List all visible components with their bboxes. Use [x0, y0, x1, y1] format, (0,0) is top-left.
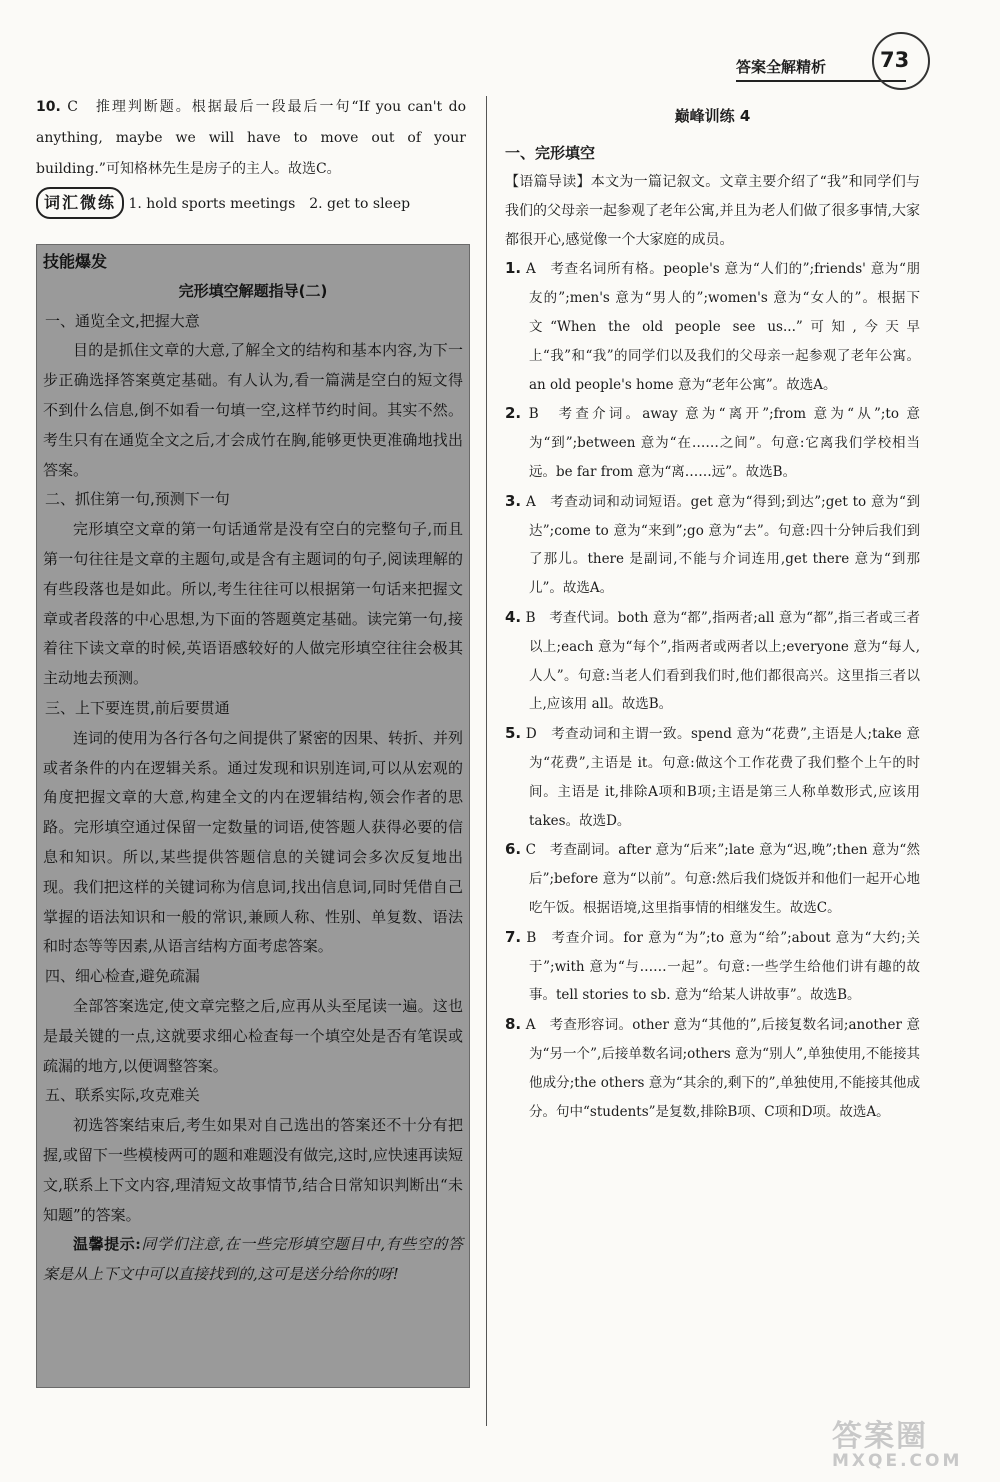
answer-number: 7. — [505, 927, 522, 946]
tip — [43, 1230, 463, 1290]
answer-item — [505, 487, 920, 603]
page-number: 73 — [880, 48, 910, 72]
guide-text: 本文为一篇记叙文。文章主要介绍了“我”和同学们与我们的父母亲一起参观了老年公寓,并且为老人们做了很多事情,大家都很开心,感觉像一个大家庭的成员。 — [505, 174, 920, 248]
answer-item — [505, 719, 920, 835]
section-body: 连词的使用为各行各句之间提供了紧密的因果、转折、并列或者条件的内在逻辑关系。通过发现和识别连词,可以从宏观的角度把握文章的大意,构建全文的内在逻辑结构,领会作者的思路。完形填空通过保留一定数量的词语,使答题人获得必要的信息和知识。所以,某些提供答题信息的关键词会多次反复地出现。我们把这样的关键词称为信息词,找出信息词,同时凭借自己掌握的语法知识和一般的常识,兼顾人称、性别、单复数、语法和时态等等因素,从语言结构方面考虑答案。 — [43, 728, 464, 956]
header-label: 答案全解精析 — [736, 58, 827, 76]
box-heading: 技能爆发 — [43, 252, 108, 271]
answer-number: 1. — [505, 259, 522, 278]
answer-number: 2. — [505, 404, 522, 423]
left-column — [36, 92, 466, 219]
right-column — [505, 96, 920, 1126]
page-header — [0, 0, 1000, 90]
answer-text: B 考查代词。both 意为“都”,指两者;all 意为“都”,指三者或三者以上;each 意为“每个”,指两者或两者以上;everyone 意为“每人,人人”。句意:当老人们看到我们时,他们都很高兴。这里指三者以上,应该用 all。故选B。 — [525, 609, 920, 713]
column-divider — [486, 96, 487, 1426]
answer-item — [505, 603, 920, 719]
site-watermark — [832, 1419, 982, 1472]
skills-box — [36, 244, 470, 1388]
answer-item — [505, 399, 920, 486]
section-body: 目的是抓住文章的大意,了解全文的结构和基本内容,为下一步正确选择答案奠定基础。有人认为,看一篇满是空白的短文得不到什么信息,倒不如看一句填一空,这样节约时间。其实不然。考生只有在通览全文之后,才会成竹在胸,能够更快更准确地找出答案。 — [43, 341, 463, 479]
answer-number: 10. — [36, 99, 61, 115]
section-heading: 二、抓住第一句,预测下一句 — [45, 490, 230, 509]
section-heading: 一、通览全文,把握大意 — [45, 311, 200, 330]
answer-text: C 推理判断题。根据最后一段最后一句“If you can't do anything, maybe we will have to move out of your building.”可知格林先生是房子的主人。故选C。 — [36, 99, 466, 177]
answer-text: A 考查形容词。other 意为“其他的”,后接复数名词;another 意为“另一个”,后接单数名词;others 意为“别人”,单独使用,不能接其他成分;the others 意为“其余的,剩下的”,单独使用,不能接其他成分。句中“students”是复数,排除B项、C项和D项。故选A。 — [525, 1017, 920, 1120]
watermark-url: MXQE.COM — [832, 1451, 963, 1471]
section-heading: 四、细心检查,避免疏漏 — [45, 967, 200, 986]
box-title: 完形填空解题指导(二) — [178, 281, 328, 300]
guide-label: 【语篇导读】 — [505, 174, 591, 190]
vocab-answers: 1. hold sports meetings 2. get to sleep — [128, 196, 411, 212]
reading-guide — [505, 168, 920, 254]
section-title: 巅峰训练 4 — [674, 107, 751, 125]
section-body: 全部答案选定,使文章完整之后,应再从头至尾读一遍。这也是最关键的一点,这就要求细心检查每一个填空处是否有笔误或疏漏的地方,以便调整答案。 — [43, 996, 463, 1075]
answer-text: C 考查副词。after 意为“后来”;late 意为“迟,晚”;then 意为“然后”;before 意为“以前”。句意:然后我们烧饭并和他们一起开心地吃午饭。根据语境,这里指事情的相继发生。故选C。 — [525, 842, 920, 916]
tip-text: 同学们注意,在一些完形填空题目中,有些空的答案是从上下文中可以直接找到的,这可是送分给你的呀! — [43, 1235, 463, 1284]
answer-text: A 考查名词所有格。people's 意为“人们的”;friends' 意为“朋友的”;men's 意为“男人的”;women's 意为“女人的”。根据下文“When the old people see us...”可知,今天早上“我”和“我”的同学们以及我们的父母亲一起参观了老年公寓。an old people's home 意为“老年公寓”。故选A。 — [526, 261, 920, 393]
section-body: 完形填空文章的第一句话通常是没有空白的完整句子,而且第一句往往是文章的主题句,或是含有主题词的句子,阅读理解的有些段落也是如此。所以,考生往往可以根据第一句话来把握文章或者段落的中心思想,为下面的答题奠定基础。读完第一句,接着往下读文章的时候,英语语感较好的人做完形填空往往会极其主动地去预测。 — [43, 520, 463, 688]
section-heading: 三、上下要连贯,前后要贯通 — [45, 698, 230, 717]
vocab-badge: 词汇微练 — [36, 187, 124, 219]
answer-number: 8. — [505, 1015, 522, 1034]
part-title: 一、完形填空 — [505, 144, 596, 162]
answer-number: 6. — [505, 840, 522, 859]
answer-10 — [36, 92, 466, 185]
answer-number: 3. — [505, 491, 522, 510]
answer-item — [505, 923, 920, 1010]
answer-item — [505, 1010, 920, 1126]
answer-text: B 考查介词。away 意为“离开”;from 意为“从”;to 意为“到”;between 意为“在……之间”。句意:它离我们学校相当远。be far from 意为“离……远”。故选B。 — [528, 406, 920, 480]
watermark-logo-text: 答案圈 — [832, 1419, 928, 1454]
answer-number: 4. — [505, 607, 522, 626]
section-heading: 五、联系实际,攻克难关 — [45, 1086, 200, 1105]
answer-text: B 考查介词。for 意为“为”;to 意为“给”;about 意为“大约;关于”;with 意为“与……一起”。句意:一些学生给他们讲有趣的故事。tell stories to sb. 意为“给某人讲故事”。故选B。 — [526, 929, 921, 1004]
answer-item — [505, 254, 920, 399]
section-body: 初选答案结束后,考生如果对自己选出的答案还不十分有把握,或留下一些模棱两可的题和难题没有做完,这时,应快速再读短文,联系上下文内容,理清短文故事情节,结合日常知识判断出“未知题”的答案。 — [43, 1116, 463, 1224]
answer-item — [505, 835, 920, 922]
tip-label: 温馨提示: — [73, 1235, 141, 1254]
answer-text: D 考查动词和主谓一致。spend 意为“花费”,主语是人;take 意为“花费”,主语是 it。句意:做这个工作花费了我们整个上午的时间。主语是 it,排除A项和B项;主语是第三人称单数形式,应该用 takes。故选D。 — [525, 726, 920, 829]
vocab-practice — [36, 187, 466, 219]
answer-text: A 考查动词和动词短语。get 意为“得到;到达”;get to 意为“到达”;come to 意为“来到”;go 意为“去”。句意:四十分钟后我们到了那儿。there 是副词,不能与介词连用,get there 意为“到那儿”。故选A。 — [525, 493, 920, 597]
answer-number: 5. — [505, 724, 522, 743]
